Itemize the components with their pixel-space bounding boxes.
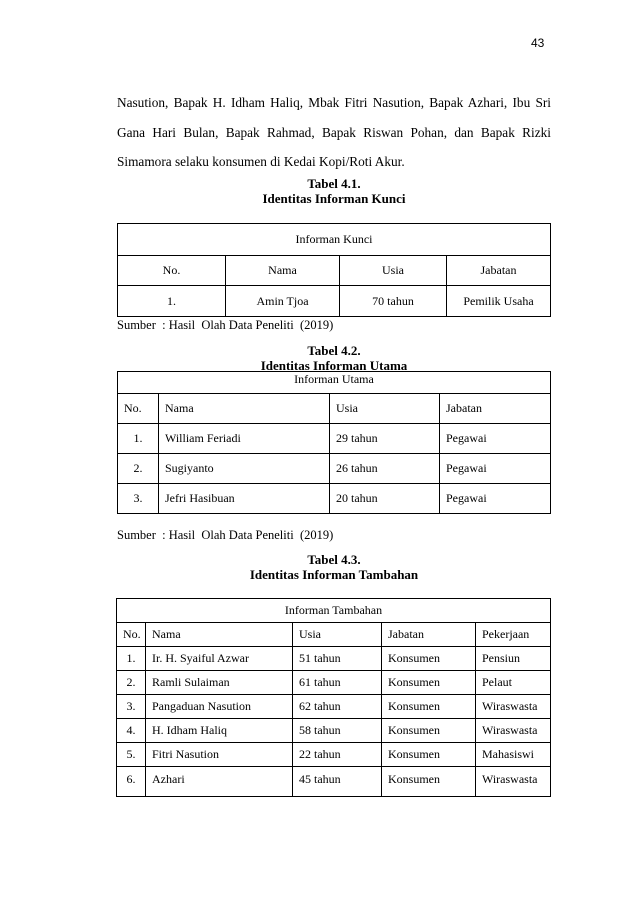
table-group-header-row bbox=[117, 599, 551, 623]
cell-no: 2. bbox=[117, 671, 146, 695]
cell-nama: Ir. H. Syaiful Azwar bbox=[146, 647, 293, 671]
table3-caption bbox=[117, 552, 551, 582]
table-group-header: Informan Tambahan bbox=[117, 599, 551, 623]
header-nama: Nama bbox=[226, 256, 340, 286]
cell-pekerjaan: Pensiun bbox=[476, 647, 551, 671]
cell-usia: 45 tahun bbox=[293, 767, 382, 797]
cell-nama: H. Idham Haliq bbox=[146, 719, 293, 743]
cell-pekerjaan: Wiraswasta bbox=[476, 767, 551, 797]
cell-no: 3. bbox=[117, 695, 146, 719]
cell-usia: 61 tahun bbox=[293, 671, 382, 695]
table2-caption-title: Identitas Informan Utama bbox=[260, 358, 408, 373]
cell-usia: 70 tahun bbox=[340, 286, 447, 317]
table-row bbox=[118, 454, 551, 484]
table2-caption-number: Tabel 4.2. bbox=[307, 343, 361, 358]
cell-no: 6. bbox=[117, 767, 146, 797]
table-row bbox=[117, 671, 551, 695]
table-header-row bbox=[117, 623, 551, 647]
header-usia: Usia bbox=[330, 394, 440, 424]
cell-no: 4. bbox=[117, 719, 146, 743]
cell-no: 5. bbox=[117, 743, 146, 767]
cell-nama: Ramli Sulaiman bbox=[146, 671, 293, 695]
table1-caption bbox=[117, 176, 551, 206]
cell-jabatan: Konsumen bbox=[382, 719, 476, 743]
cell-no: 1. bbox=[118, 286, 226, 317]
cell-usia: 26 tahun bbox=[330, 454, 440, 484]
cell-jabatan: Konsumen bbox=[382, 671, 476, 695]
table-row bbox=[117, 767, 551, 797]
cell-jabatan: Pegawai bbox=[440, 484, 551, 514]
header-jabatan: Jabatan bbox=[440, 394, 551, 424]
table-row bbox=[117, 719, 551, 743]
table-row bbox=[118, 424, 551, 454]
cell-pekerjaan: Wiraswasta bbox=[476, 695, 551, 719]
cell-nama: Sugiyanto bbox=[159, 454, 330, 484]
table-row bbox=[118, 484, 551, 514]
cell-jabatan: Pegawai bbox=[440, 424, 551, 454]
page-number: 43 bbox=[531, 36, 545, 50]
header-nama: Nama bbox=[146, 623, 293, 647]
table-informan-tambahan bbox=[116, 598, 551, 797]
table-header-row bbox=[118, 256, 551, 286]
table-group-header: Informan Kunci bbox=[118, 224, 551, 256]
cell-nama: Amin Tjoa bbox=[226, 286, 340, 317]
cell-pekerjaan: Pelaut bbox=[476, 671, 551, 695]
table-group-header-row bbox=[118, 224, 551, 256]
cell-pekerjaan: Mahasiswi bbox=[476, 743, 551, 767]
cell-jabatan: Pegawai bbox=[440, 454, 551, 484]
cell-jabatan: Pemilik Usaha bbox=[447, 286, 551, 317]
table-row bbox=[117, 647, 551, 671]
cell-usia: 20 tahun bbox=[330, 484, 440, 514]
cell-usia: 51 tahun bbox=[293, 647, 382, 671]
cell-usia: 62 tahun bbox=[293, 695, 382, 719]
table3-caption-number: Tabel 4.3. bbox=[307, 552, 361, 567]
header-usia: Usia bbox=[293, 623, 382, 647]
table-group-header: Informan Utama bbox=[118, 372, 551, 394]
cell-no: 1. bbox=[117, 647, 146, 671]
cell-nama: Fitri Nasution bbox=[146, 743, 293, 767]
table-informan-kunci bbox=[117, 223, 551, 317]
header-pekerjaan: Pekerjaan bbox=[476, 623, 551, 647]
cell-pekerjaan: Wiraswasta bbox=[476, 719, 551, 743]
table-header-row bbox=[118, 394, 551, 424]
table-row bbox=[117, 743, 551, 767]
table1-source: Sumber : Hasil Olah Data Peneliti (2019) bbox=[117, 318, 334, 332]
cell-jabatan: Konsumen bbox=[382, 647, 476, 671]
cell-usia: 29 tahun bbox=[330, 424, 440, 454]
header-nama: Nama bbox=[159, 394, 330, 424]
cell-no: 2. bbox=[118, 454, 159, 484]
paragraph-line: Nasution, Bapak H. Idham Haliq, Mbak Fitri Nasution, Bapak Azhari, Ibu Sri bbox=[117, 95, 551, 110]
table2-caption bbox=[117, 343, 551, 373]
cell-no: 1. bbox=[118, 424, 159, 454]
cell-jabatan: Konsumen bbox=[382, 767, 476, 797]
paragraph-line: Simamora selaku konsumen di Kedai Kopi/Roti Akur. bbox=[117, 154, 405, 169]
paragraph-line: Gana Hari Bulan, Bapak Rahmad, Bapak Riswan Pohan, dan Bapak Rizki bbox=[117, 124, 551, 140]
cell-nama: Pangaduan Nasution bbox=[146, 695, 293, 719]
table-group-header-row bbox=[118, 372, 551, 394]
table1-caption-number: Tabel 4.1. bbox=[307, 176, 361, 191]
table-informan-utama bbox=[117, 371, 551, 514]
table3-caption-title: Identitas Informan Tambahan bbox=[249, 567, 419, 582]
cell-nama: William Feriadi bbox=[159, 424, 330, 454]
table1-caption-title: Identitas Informan Kunci bbox=[262, 191, 406, 206]
cell-no: 3. bbox=[118, 484, 159, 514]
header-no: No. bbox=[118, 394, 159, 424]
table-row bbox=[117, 695, 551, 719]
header-no: No. bbox=[118, 256, 226, 286]
table-row bbox=[118, 286, 551, 317]
table2-source: Sumber : Hasil Olah Data Peneliti (2019) bbox=[117, 528, 334, 542]
header-jabatan: Jabatan bbox=[382, 623, 476, 647]
header-no: No. bbox=[117, 623, 146, 647]
header-jabatan: Jabatan bbox=[447, 256, 551, 286]
cell-usia: 22 tahun bbox=[293, 743, 382, 767]
cell-nama: Jefri Hasibuan bbox=[159, 484, 330, 514]
cell-nama: Azhari bbox=[146, 767, 293, 797]
cell-jabatan: Konsumen bbox=[382, 695, 476, 719]
cell-jabatan: Konsumen bbox=[382, 743, 476, 767]
header-usia: Usia bbox=[340, 256, 447, 286]
cell-usia: 58 tahun bbox=[293, 719, 382, 743]
body-paragraph bbox=[117, 88, 551, 177]
